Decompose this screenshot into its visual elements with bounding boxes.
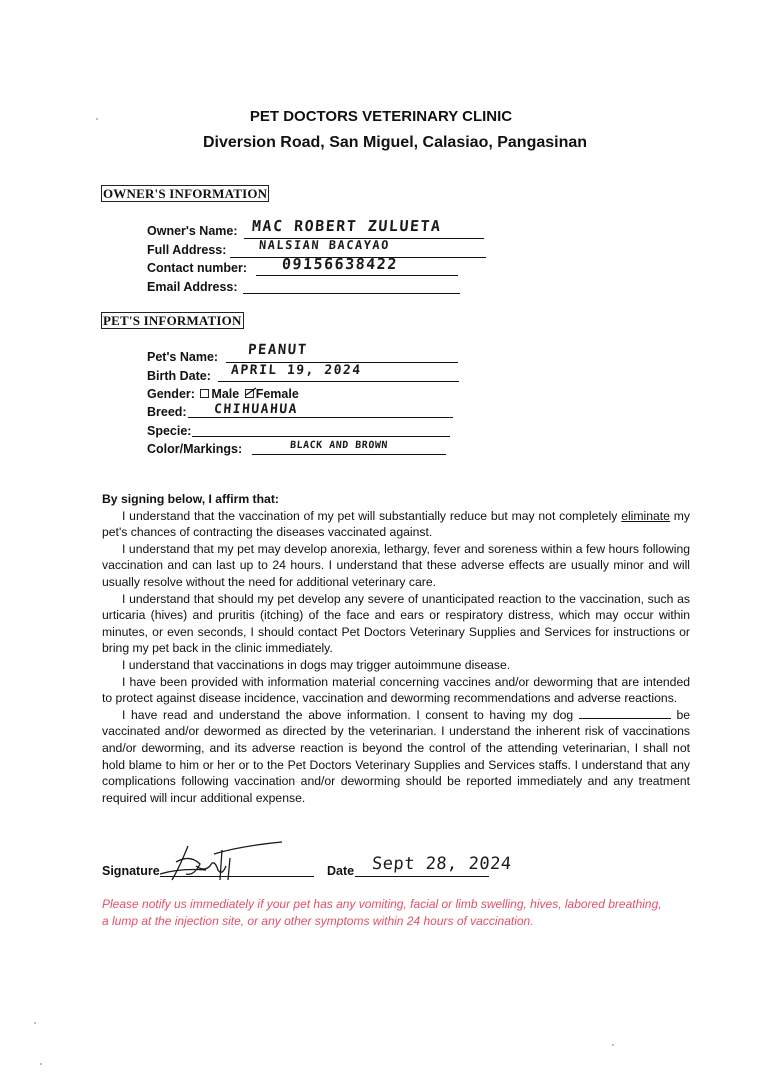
scan-speck xyxy=(40,1063,42,1065)
contact-line xyxy=(256,275,458,276)
date-line xyxy=(355,876,489,877)
email-label: Email Address: xyxy=(147,280,238,294)
specie-label: Specie: xyxy=(147,424,192,438)
checkmark-icon xyxy=(245,387,257,397)
clinic-name: PET DOCTORS VETERINARY CLINIC xyxy=(249,108,513,125)
consent-paragraph-4: I understand that vaccinations in dogs may trigger autoimmune disease. xyxy=(122,657,511,672)
breed-label: Breed: xyxy=(147,405,187,419)
consent-paragraph-1 xyxy=(102,508,690,541)
color-line xyxy=(252,454,446,455)
breed-line xyxy=(188,417,453,418)
gender-row xyxy=(147,387,299,401)
signature-scribble[interactable] xyxy=(150,836,290,888)
breed-value[interactable]: CHIHUAHUA xyxy=(213,402,299,417)
dog-name-blank[interactable] xyxy=(579,708,671,719)
pet-name-label: Pet's Name: xyxy=(147,350,219,364)
contact-value[interactable]: 09156638422 xyxy=(281,255,399,273)
contact-label: Contact number: xyxy=(147,261,247,275)
consent-paragraph-3: I understand that should my pet develop any severe of unanticipated reaction to the vaccination, such as urticaria (hives) and pruritis (itching) of the face and ears or respiratory distress, which may occur within minutes, or even seconds, I should contact Pet Doctors Veterinary Supplies and Services for instructions or bring my pet back in the clinic immediately. xyxy=(102,591,690,656)
notice-text: Please notify us immediately if your pet has any vomiting, facial or limb swelling, hives, labored breathing, a lump at the injection site, or any other symptoms within 24 hours of vaccination. xyxy=(102,897,662,928)
color-value[interactable]: BLACK AND BROWN xyxy=(289,440,389,451)
consent-p1-text: I understand that the vaccination of my pet will substantially reduce but may not completely xyxy=(122,508,618,523)
signature-label: Signature xyxy=(102,864,160,878)
consent-p1-tail: my pet's chances of contracting the diseases vaccinated against. xyxy=(102,508,691,540)
scan-speck xyxy=(34,1022,36,1024)
scan-speck xyxy=(96,118,98,120)
consent-p6-tail: be vaccinated and/or dewormed as directed by the veterinarian. I understand the inherent risk of vaccinations and/or deworming, and its adverse reaction is beyond the control of the attending veterinarian, I shall not hold blame to him or her or to the Pet Doctors Veterinary Supplies and Services staffs. I understand that any complications following vaccination and/or deworming should be reported immediately and any treatment required will incur additional expense. xyxy=(102,707,690,805)
scan-speck xyxy=(612,1044,614,1046)
consent-p1-underlined: eliminate xyxy=(621,508,670,523)
birth-date-value[interactable]: APRIL 19, 2024 xyxy=(230,363,363,378)
owner-name-value[interactable]: MAC ROBERT ZULUETA xyxy=(251,217,443,235)
birth-date-line xyxy=(218,381,459,382)
owner-name-label: Owner's Name: xyxy=(147,224,238,238)
gender-label: Gender: xyxy=(147,387,195,401)
birth-date-label: Birth Date: xyxy=(147,369,211,383)
female-checkbox[interactable] xyxy=(245,389,254,398)
male-option-label: Male xyxy=(211,387,240,401)
consent-paragraph-2: I understand that my pet may develop anorexia, lethargy, fever and soreness within a few hours following vaccination and can last up to 24 hours. I understand that these adverse effects are usually minor and will usually resolve without the need for additional veterinary care. xyxy=(102,541,690,589)
address-value[interactable]: NALSIAN BACAYAO xyxy=(258,238,391,252)
pet-section-heading: PET'S INFORMATION xyxy=(103,313,242,328)
address-label: Full Address: xyxy=(147,243,227,257)
date-label: Date xyxy=(327,864,355,878)
male-checkbox[interactable] xyxy=(200,389,209,398)
owner-section-heading: OWNER'S INFORMATION xyxy=(103,186,268,201)
consent-paragraph-5: I have been provided with information material concerning vaccines and/or deworming that are intended to protect against disease incidence, vaccination and deworming recommendations and adverse reactions. xyxy=(102,674,690,706)
consent-text xyxy=(102,491,690,806)
consent-paragraph-6 xyxy=(102,707,690,807)
color-label: Color/Markings: xyxy=(147,442,243,456)
consent-lead: By signing below, I affirm that: xyxy=(102,492,279,506)
specie-line xyxy=(192,436,450,437)
consent-p6-text: I have read and understand the above information. I consent to having my dog xyxy=(122,707,574,722)
pet-name-value[interactable]: PEANUT xyxy=(247,342,309,358)
female-option-label: Female xyxy=(255,387,299,401)
date-value[interactable]: Sept 28, 2024 xyxy=(371,854,513,874)
clinic-address: Diversion Road, San Miguel, Calasiao, Pangasinan xyxy=(202,134,588,151)
email-line xyxy=(243,293,460,294)
